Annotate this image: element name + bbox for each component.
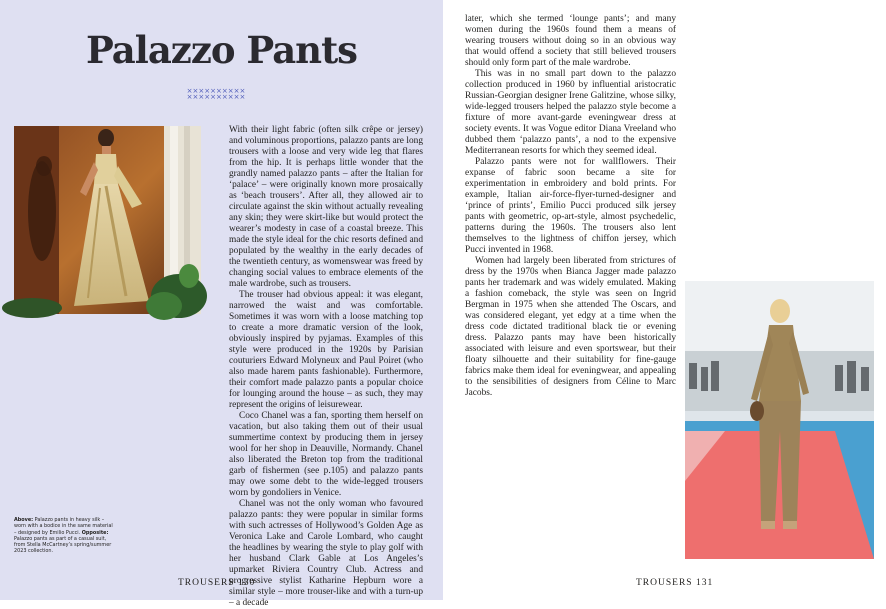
caption-text-above: Palazzo pants in heavy silk – worn with a bodice in the same material – designed by Emilio Pucci. [14,517,113,536]
body-paragraph: Chanel was not the only woman who favoured palazzo pants: they were popular in similar forms with such actresses of Hollywood’s Golden Age as Veronica Lake and Carole Lombard, who caught the headlines by wearing the style to play golf with her husband Clark Gable at Los Angeles’s upmarket Riviera Country Club. Actress and progressive stylist Katharine Hepburn wore a similar style – more trouser-like and with a turn-up – a decade [229,499,423,608]
caption-lead-opposite: Opposite: [81,529,109,536]
left-page [0,0,443,608]
page-title: Palazzo Pants [85,28,358,72]
pucci-palazzo-photo [14,126,201,314]
body-paragraph: The trouser had obvious appeal: it was elegant, narrowed the waist and was comfortable. Sometimes it was worn with a loose matching top to create a more dramatic version of the look, obviously inspired by pyjamas. Examples of this style were produced in the 1920s by Parisian couturiers Edward Molyneux and Paul Poiret (who also made harem pants fashionable). Furthermore, their comfort made palazzo pants a popular choice for lounging around the house – as such, they may represent the origins of leisurewear. [229,290,423,410]
photo-caption [14,517,114,555]
page-folio-left: TROUSERS 130 [178,578,256,588]
body-paragraph: Palazzo pants were not for wallflowers. Their expanse of fabric soon became a site for experimentation in embroidery and bold prints. For example, Italian air-force-flyer-turned-designer and ‘prince of prints’, Emilio Pucci produced silk jersey pants with geometric, op-art-style, almost psychedelic, patterns during the 1960s. The trousers also lent themselves to the lightness of chiffon jersey, which Pucci invented in 1968. [465,157,676,255]
body-paragraph: With their light fabric (often silk crêpe or jersey) and voluminous proportions, palazzo pants are long trousers with a loose and very wide leg that flares from the hip. It is perhaps little wonder that the grandly named palazzo pants – after the Italian for ‘palace’ – were originally known more prosaically as ‘beach trousers’. After all, they allowed air to circulate against the skin without actually revealing any skin; they were skirt-like but would protect the wearer’s modesty in case of a coastal breeze. This made the style ideal for the chic resorts defined and populated by the wealthy in the early decades of the twentieth century, as womenswear was freed by changing social values to embrace elements of the male wardrobe, such as trousers. [229,125,423,289]
page-folio-right: TROUSERS 131 [636,578,714,588]
right-body-text [465,14,676,399]
body-paragraph: later, which she termed ‘lounge pants’; and many women during the 1960s found them a means of wearing trousers without doing so in an obvious way that would offend a society that still believed trousers should only form part of the male wardrobe. [465,14,676,68]
body-paragraph: Women had largely been liberated from strictures of dress by the 1970s when Bianca Jagger made palazzo pants her trademark and was widely emulated. Making a fashion comeback, the style was seen on Ingrid Bergman in 1975 when she attended The Oscars, and was considered elegant, yet edgy at a time when the dress code dictated traditional black tie or evening dress. Palazzo pants may have been historically associated with leisure and even sportswear, but their floaty silhouette and their suitability for fine-gauge fabrics make them ideal for eveningwear, and appealing to the sensibilities of designers from Céline to Marc Jacobs. [465,256,676,398]
cross-ornament: ×××××××××× ×××××××××× [186,87,246,101]
body-paragraph: This was in no small part down to the palazzo collection produced in 1960 by influential aristocratic Russian-Georgian designer Irene Galitzine, whose silky, wide-legged trousers helped the palazzo style become a fixture of more avant-garde eveningwear dress at society events. It was Vogue editor Diana Vreeland who dubbed them ‘palazzo pants’, a nod to the expensive Mediterranean resorts for which they seemed ideal. [465,69,676,156]
runway-photo [685,281,874,559]
right-page [443,0,886,600]
caption-lead-above: Above: [14,517,34,523]
caption-text-opposite: Palazzo pants as part of a casual suit, from Stella McCartney’s spring/summer 2023 collection. [14,535,112,555]
runway-photo-illustration [685,281,874,559]
pucci-photo-illustration [14,126,201,314]
left-body-text [229,125,423,609]
body-paragraph: Coco Chanel was a fan, sporting them herself on vacation, but also taking them out of their usual summertime context by producing them in jersey wool for her shop in Deauville, Normandy. Chanel also liberated the Breton top from the traditional garb of fishermen (see p.105) and palazzo pants may owe some debt to the wide-legged trousers worn by gondoliers in Venice. [229,411,423,498]
